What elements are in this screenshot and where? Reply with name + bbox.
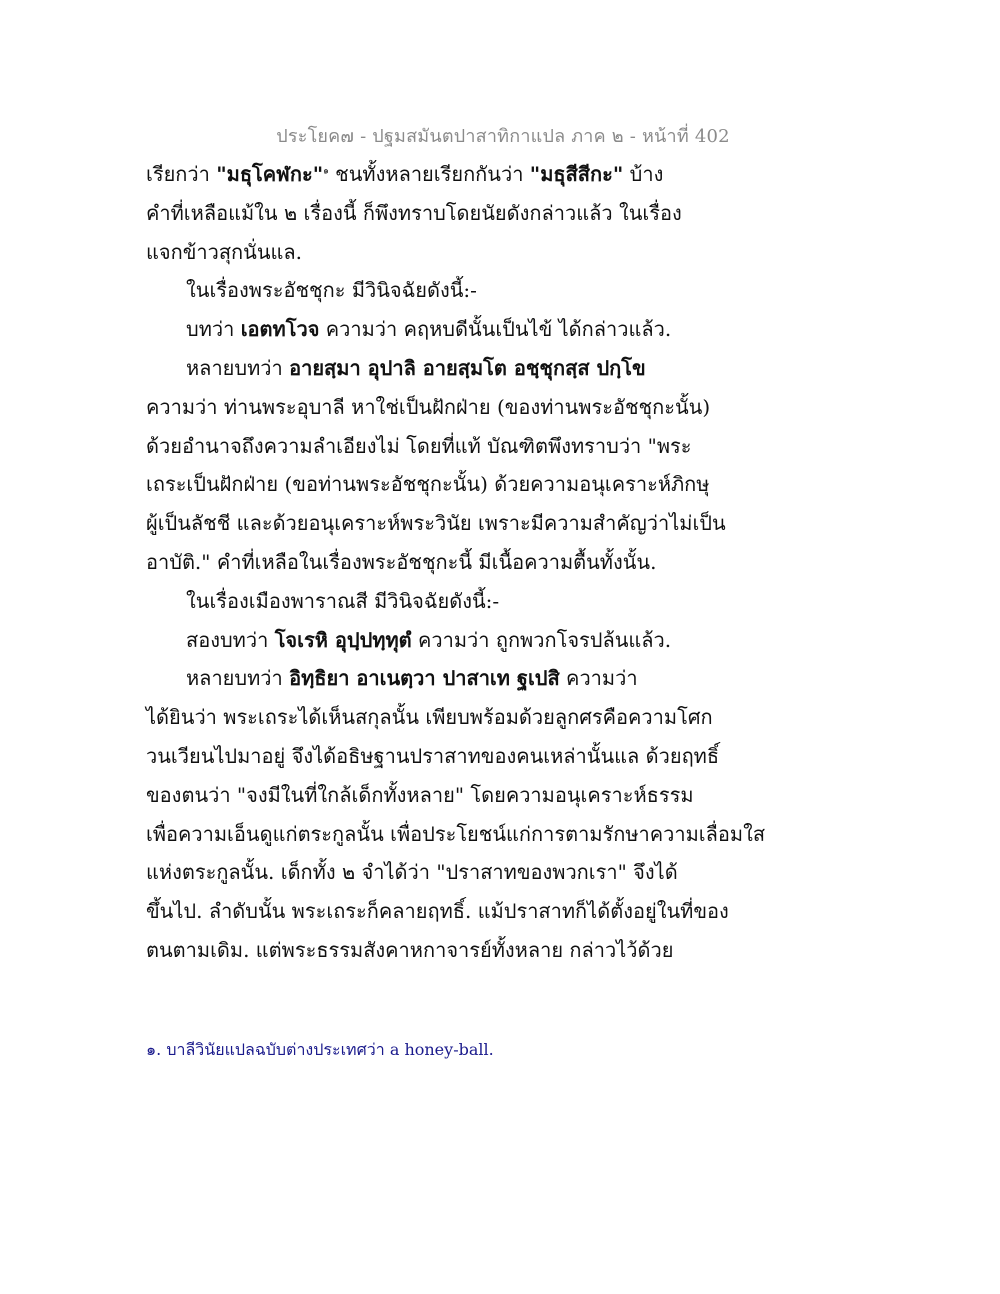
text-line-3: แจกข้าวสุกนั่นแล.	[146, 239, 303, 264]
bold-term-iddhiya: อิทฺธิยา อาเนตฺวา ปาสาเท ฐเปสิ	[289, 666, 560, 691]
page-header	[0, 121, 1000, 150]
bold-term-madhusisika: "มธุสีสีกะ"	[529, 162, 624, 186]
text-line-18: เพื่อความเอ็นดูแก่ตระกูลนั้น เพื่อประโยชน์แก่การตามรักษาความเลื่อมใส	[146, 821, 766, 846]
text-line-8: ด้วยอำนาจถึงความลำเอียงไม่ โดยที่แท้ บัณฑิตพึงทราบว่า "พระ	[146, 433, 692, 458]
text-line-17: ของตนว่า "จงมีในที่ใกล้เด็กทั้งหลาย" โดยความอนุเคราะห์ธรรม	[146, 782, 694, 807]
text-line-11: อาบัติ." คำที่เหลือในเรื่องพระอัชชุกะนี้ มีเนื้อความตื้นทั้งนั้น.	[146, 549, 657, 574]
text-line-2: คำที่เหลือแม้ใน ๒ เรื่องนี้ ก็พึงทราบโดยนัยดังกล่าวแล้ว ในเรื่อง	[146, 200, 682, 225]
footnote: ๑. บาลีวินัยแปลฉบับต่างประเทศว่า a honey-ball.	[146, 1040, 494, 1059]
text-line-5: บทว่า เอตทโวจ ความว่า คฤหบดีนั้นเป็นไข้ ได้กล่าวแล้ว.	[186, 317, 672, 342]
text-line-9: เถระเป็นฝักฝ่าย (ขอท่านพระอัชชุกะนั้น) ด้วยความอนุเคราะห์ภิกษุ	[146, 472, 710, 497]
text-line-16: วนเวียนไปมาอยู่ จึงได้อธิษฐานปราสาทของคนเหล่านั้นแล ด้วยฤทธิ์	[146, 743, 720, 768]
footnote-ref[interactable]: ๑	[323, 166, 329, 177]
text-line-7: ความว่า ท่านพระอุบาลี หาใช่เป็นฝักฝ่าย (ของท่านพระอัชชุกะนั้น)	[146, 394, 711, 419]
text-line-4: ในเรื่องพระอัชชุกะ มีวินิจฉัยดังนี้:-	[186, 278, 477, 303]
running-header: ประโยค๗ - ปฐมสมันตปาสาทิกาแปล ภาค ๒ - หน้าที่ 402	[276, 126, 730, 147]
bold-term-corehi: โจเรหิ อุปฺปทฺทุตํ	[274, 627, 412, 652]
bold-term-ayasma-upali: อายสฺมา อุปาลิ อายสฺมโต อชฺชุกสฺส ปกฺโข	[289, 355, 646, 380]
text-line-19: แห่งตระกูลนั้น. เด็กทั้ง ๒ จำได้ว่า "ปราสาทของพวกเรา" จึงได้	[146, 860, 678, 885]
text-line-14: หลายบทว่า อิทฺธิยา อาเนตฺวา ปาสาเท ฐเปสิ ความว่า	[186, 666, 638, 691]
bold-term-madhugolaka: "มธุโคฬกะ"	[216, 162, 324, 186]
text-line-20: ขึ้นไป. ลำดับนั้น พระเถระก็คลายฤทธิ์. แม้ปราสาทก็ได้ตั้งอยู่ในที่ของ	[146, 899, 729, 924]
text-line-10: ผู้เป็นลัชชี และด้วยอนุเคราะห์พระวินัย เพราะมีความสำคัญว่าไม่เป็น	[146, 511, 726, 536]
text-line-13: สองบทว่า โจเรหิ อุปฺปทฺทุตํ ความว่า ถูกพวกโจรปล้นแล้ว.	[186, 627, 672, 652]
text-line-1: เรียกว่า "มธุโคฬกะ"$^๑$ ชนทั้งหลายเรียกกันว่า "มธุสีสีกะ" บ้าง	[146, 162, 664, 186]
body-text	[146, 157, 766, 972]
bold-term-etadavoca: เอตทโวจ	[240, 317, 320, 342]
text-line-6: หลายบทว่า อายสฺมา อุปาลิ อายสฺมโต อชฺชุกสฺส ปกฺโข	[186, 355, 646, 380]
text-line-21: ตนตามเดิม. แต่พระธรรมสังคาหกาจารย์ทั้งหลาย กล่าวไว้ด้วย	[146, 937, 674, 962]
text-line-15: ได้ยินว่า พระเถระได้เห็นสกุลนั้น เพียบพร้อมด้วยลูกศรคือความโศก	[146, 705, 713, 730]
text-line-12: ในเรื่องเมืองพาราณสี มีวินิจฉัยดังนี้:-	[186, 588, 500, 613]
